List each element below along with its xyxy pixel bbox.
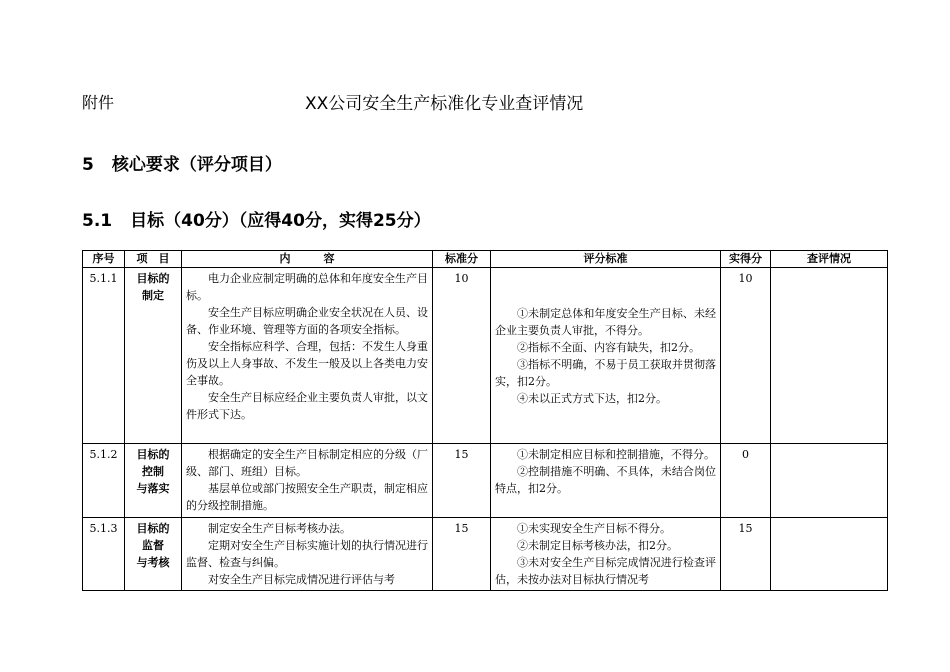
criteria-item: ①未实现安全生产目标不得分。 bbox=[517, 522, 671, 535]
row-criteria bbox=[491, 518, 721, 591]
section-5-1-number: 5.1 bbox=[82, 211, 113, 231]
row-item-line: 监督 bbox=[142, 539, 164, 552]
row-content bbox=[182, 518, 433, 591]
row-review bbox=[771, 518, 888, 591]
row-actual-score: 10 bbox=[721, 268, 771, 444]
criteria-item: ①未制定相应目标和控制措施，不得分。 bbox=[517, 448, 715, 461]
row-criteria bbox=[491, 444, 721, 518]
table-row bbox=[83, 444, 888, 518]
col-header-seq: 序号 bbox=[83, 251, 125, 268]
col-header-item: 项 目 bbox=[125, 251, 182, 268]
content-paragraph: 基层单位或部门按照安全生产职责，制定相应的分级控制措施。 bbox=[186, 482, 428, 512]
row-seq: 5.1.1 bbox=[83, 268, 125, 444]
row-item bbox=[125, 444, 182, 518]
content-paragraph: 安全生产目标应经企业主要负责人审批，以文件形式下达。 bbox=[186, 391, 428, 421]
content-paragraph: 安全生产目标应明确企业安全状况在人员、设备、作业环境、管理等方面的各项安全指标。 bbox=[186, 306, 428, 336]
row-content bbox=[182, 444, 433, 518]
content-paragraph: 对安全生产目标完成情况进行评估与考 bbox=[208, 573, 395, 586]
row-standard-score: 15 bbox=[433, 444, 491, 518]
col-header-criteria: 评分标准 bbox=[491, 251, 721, 268]
content-paragraph: 定期对安全生产目标实施计划的执行情况进行监督、检查与纠偏。 bbox=[186, 539, 428, 569]
content-paragraph: 制定安全生产目标考核办法。 bbox=[208, 522, 351, 535]
row-seq: 5.1.3 bbox=[83, 518, 125, 591]
row-item-line: 目标的 bbox=[136, 448, 170, 461]
criteria-item: ②控制措施不明确、不具体，未结合岗位特点，扣2分。 bbox=[495, 465, 716, 495]
table-row bbox=[83, 518, 888, 591]
content-paragraph: 电力企业应制定明确的总体和年度安全生产目标。 bbox=[186, 272, 428, 302]
document-title: XX公司安全生产标准化专业查评情况 bbox=[305, 94, 584, 114]
row-item-line: 制定 bbox=[142, 289, 164, 302]
row-actual-score: 0 bbox=[721, 444, 771, 518]
section-5-1-title: 目标（40分）（应得40分，实得25分） bbox=[130, 211, 431, 231]
row-standard-score: 15 bbox=[433, 518, 491, 591]
row-actual-score: 15 bbox=[721, 518, 771, 591]
section-5-title: 核心要求（评分项目） bbox=[111, 155, 282, 175]
row-item-line: 控制 bbox=[142, 465, 164, 478]
section-5-number: 5 bbox=[82, 155, 94, 175]
row-item bbox=[125, 518, 182, 591]
criteria-item: ④未以正式方式下达，扣2分。 bbox=[517, 391, 667, 405]
row-item-line: 与考核 bbox=[136, 556, 170, 569]
criteria-item: ③未对安全生产目标完成情况进行检查评估，未按办法对目标执行情况考 bbox=[495, 556, 716, 586]
content-paragraph: 根据确定的安全生产目标制定相应的分级（厂级、部门、班组）目标。 bbox=[186, 448, 428, 478]
row-standard-score: 10 bbox=[433, 268, 491, 444]
scoring-table bbox=[82, 250, 888, 591]
content-paragraph: 安全指标应科学、合理，包括：不发生人身重伤及以上人身事故、不发生一般及以上各类电力安全事故。 bbox=[186, 340, 428, 387]
section-5-1-heading bbox=[82, 206, 431, 231]
row-review bbox=[771, 444, 888, 518]
row-item-line: 目标的 bbox=[136, 522, 170, 535]
criteria-item: ①未制定总体和年度安全生产目标、未经企业主要负责人审批，不得分。 bbox=[495, 306, 716, 337]
attachment-label: 附件 bbox=[82, 93, 115, 112]
section-5-heading bbox=[82, 150, 282, 175]
criteria-item: ②未制定目标考核办法，扣2分。 bbox=[517, 539, 678, 552]
row-review bbox=[771, 268, 888, 444]
row-item-line: 与落实 bbox=[136, 482, 170, 495]
row-content bbox=[182, 268, 433, 444]
table-header-row bbox=[83, 251, 888, 268]
criteria-item: ③指标不明确，不易于员工获取并贯彻落实，扣2分。 bbox=[495, 357, 716, 388]
table-row bbox=[83, 268, 888, 444]
col-header-actual: 实得分 bbox=[721, 251, 771, 268]
col-header-review: 查评情况 bbox=[771, 251, 888, 268]
col-header-standard: 标准分 bbox=[433, 251, 491, 268]
row-item-line: 目标的 bbox=[136, 272, 170, 285]
row-criteria bbox=[491, 268, 721, 444]
row-item bbox=[125, 268, 182, 444]
row-seq: 5.1.2 bbox=[83, 444, 125, 518]
criteria-item: ②指标不全面、内容有缺失，扣2分。 bbox=[517, 340, 700, 354]
col-header-content: 内 容 bbox=[182, 251, 433, 268]
